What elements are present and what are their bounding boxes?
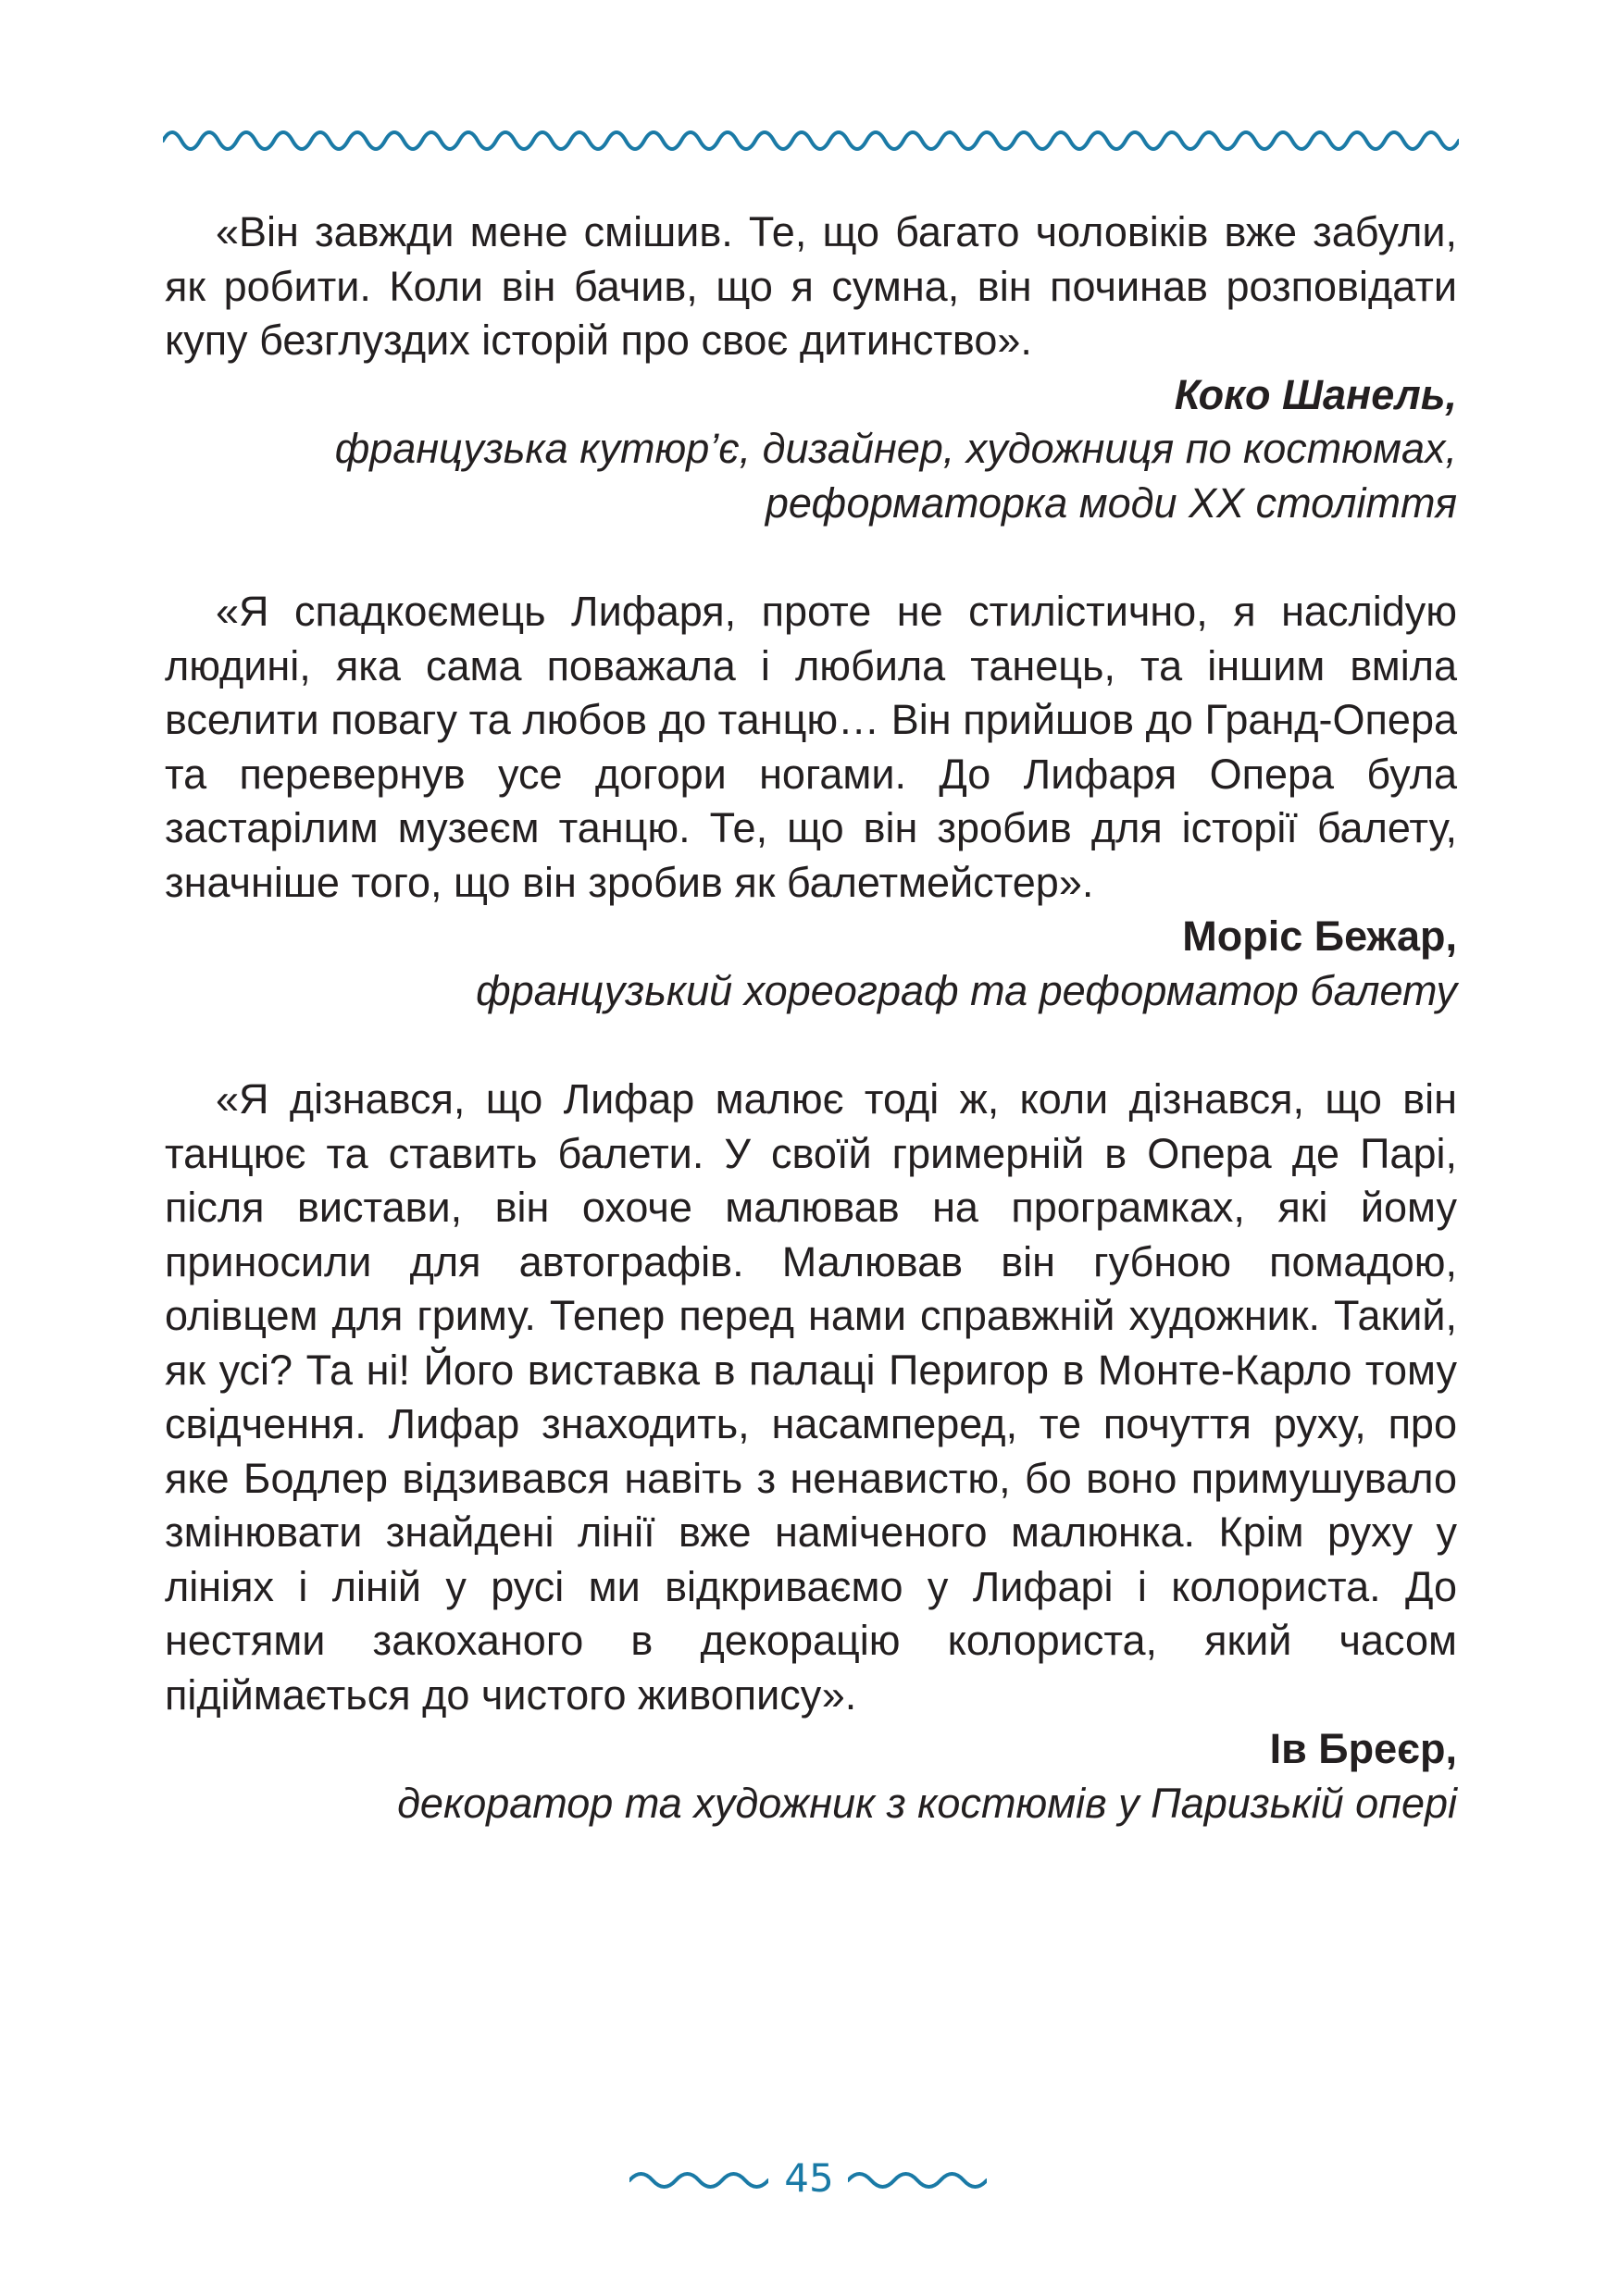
- wave-ornament-footer-left: [629, 2167, 768, 2193]
- quote-block-chanel: [165, 205, 1457, 530]
- quote-author: Ів Бреєр,: [1269, 1725, 1457, 1772]
- author-description-line: реформаторка моди XX століття: [765, 478, 1457, 527]
- quote-block-breuer: [165, 1073, 1457, 1831]
- quote-text: «Я спадкоємець Лифаря, проте не стилістично, я насліdую людині, яка сама поважала і любила танець, та іншим вміла вселити повагу та любов до танцю… Він прийшов до Гранд-Опера та перевернув усе догори ногами. До Лифаря Опера була застарілим музеєм танцю. Те, що він зробив для історії балету, значніше того, що він зробив як балетмейстер».: [165, 588, 1457, 906]
- author-description-line: французька кутюр’є, дизайнер, художниця по костюмах,: [334, 425, 1457, 472]
- wave-ornament-footer-right: [848, 2167, 987, 2193]
- author-description-line: французький хореограф та реформатор балету: [476, 966, 1457, 1014]
- page-footer: [0, 2151, 1619, 2206]
- quote-author: Коко Шанель,: [1174, 370, 1457, 418]
- author-description-line: декоратор та художник з костюмів у Паризькій опері: [397, 1779, 1457, 1827]
- quote-text: «Я дізнався, що Лифар малює тоді ж, коли дізнався, що він танцює та ставить балети. У своїй гримерній в Опера де Парі, після вистави, він охоче малював на програмках, які йому приносили для автографів. Малював він губною помадою, олівцем для гриму. Тепер перед нами справжній художник. Такий, як усі? Та ні! Його виставка в палаці Перигор в Монте-Карло тому свідчення. Лифар знаходить, насамперед, те почуття руху, про яке Бодлер відзивався навіть з ненавистю, бо воно примушувало змінювати знайдені лінії вже наміченого малюнка. Крім руху у лініях і ліній у русі ми відкриваємо у Лифарі і колориста. До нестями закоханого в декорацію колориста, який часом підіймається до чистого живопису».: [165, 1075, 1457, 1719]
- quote-author: Моріс Бежар,: [1182, 912, 1457, 960]
- page-body: [165, 205, 1457, 1831]
- quote-text: «Він завжди мене смішив. Те, що багато чоловіків вже забули, як робити. Коли він бачив, що я сумна, він починав розповідати купу безглуздих історій про своє дитинство».: [165, 208, 1457, 364]
- quote-block-bejart: [165, 585, 1457, 1018]
- wave-ornament-top: [163, 122, 1459, 159]
- page-number: 45: [784, 2155, 834, 2201]
